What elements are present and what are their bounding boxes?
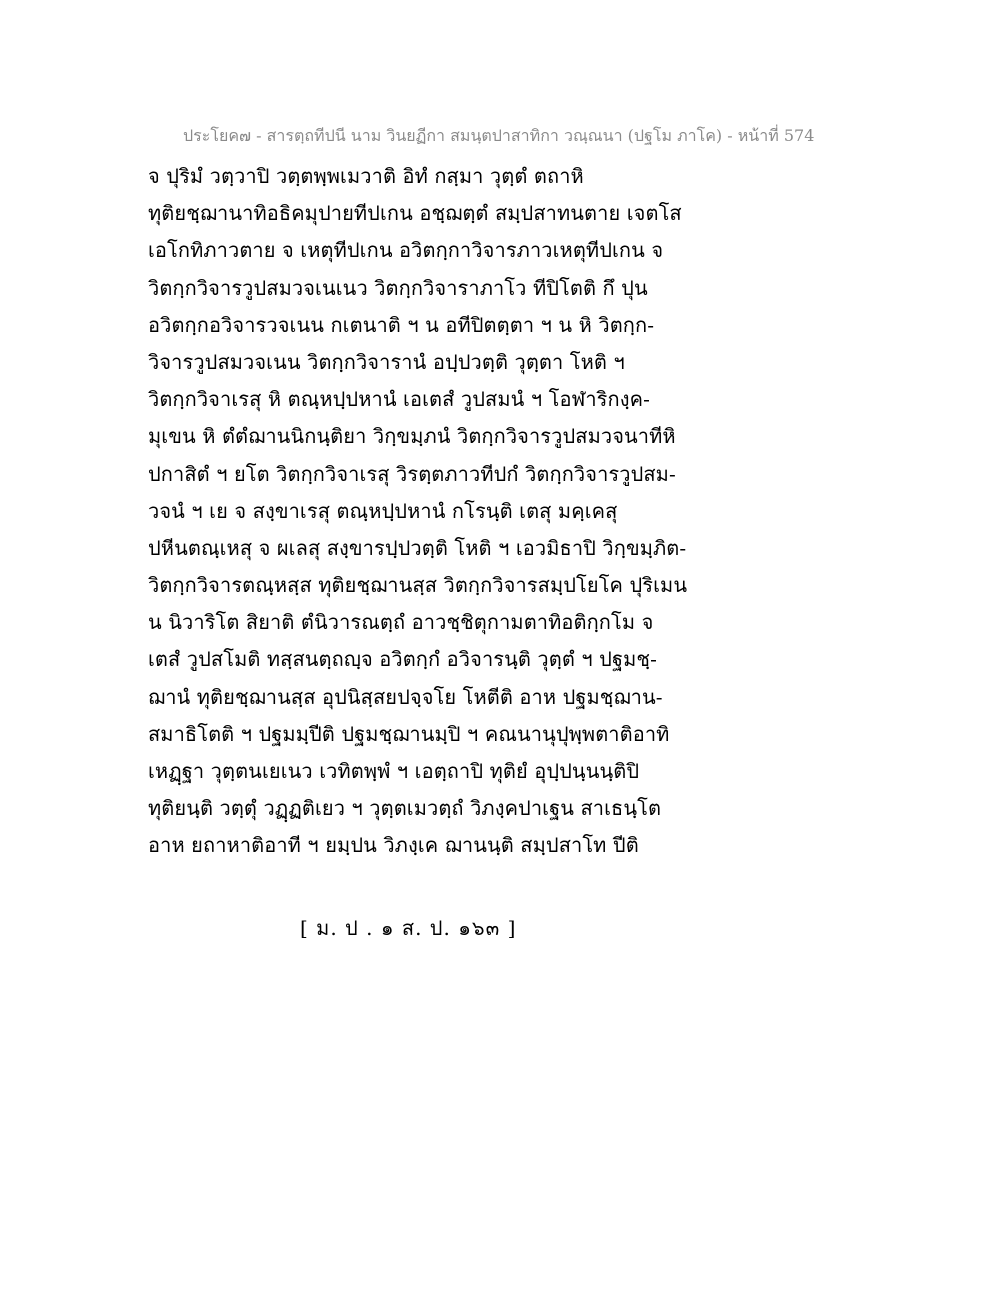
text-line: ทุติยนฺติ วตฺตุํ วฏฺฏติเยว ฯ วุตฺตเมวตฺถํ วิภงฺคปาเฐน สาเธนฺโต (148, 796, 662, 821)
body-text (148, 158, 688, 865)
text-line: อวิตกฺกอวิจารวจเนน กเตนาติ ฯ น อทีปิตตฺตา ฯ น หิ วิตกฺก- (148, 312, 655, 337)
text-line: น นิวาริโต สิยาติ ตํนิวารณตฺถํ อาวชฺชิตุกามตาทิอติกฺกโม จ (148, 610, 654, 635)
text-line: วิตกฺกวิจารตณฺหสฺส ทุติยชฺฌานสฺส วิตกฺกวิจารสมฺปโยโค ปุริเมน (148, 573, 688, 598)
text-line: ปกาสิตํ ฯ ยโต วิตกฺกวิจาเรสุ วิรตฺตภาวทีปกํ วิตกฺกวิจารวูปสม- (148, 461, 676, 486)
text-line: เอโกทิภาวตาย จ เหตุทีปเกน อวิตกฺกาวิจารภาวเหตุทีปเกน จ (148, 238, 664, 263)
text-line: มุเขน หิ ตํตํฌานนิกนฺติยา วิกฺขมฺภนํ วิตกฺกวิจารวูปสมวจนาทีหิ (148, 424, 676, 449)
text-line: เหฏฺฐา วุตฺตนเยเนว เวทิตพฺพํ ฯ เอตฺถาปิ ทุติยํ อุปฺปนฺนนฺติปิ (148, 759, 640, 783)
text-line: วจนํ ฯ เย จ สงฺขาเรสุ ตณฺหปฺปหานํ กโรนฺติ เตสุ มคฺเคสุ (148, 498, 618, 523)
source-reference: [ ม. ป . ๑ ส. ป. ๑๖๓ ] (300, 916, 517, 940)
text-line: วิจารวูปสมวจเนน วิตกฺกวิจารานํ อปฺปวตฺติ วุตฺตา โหติ ฯ (148, 349, 625, 374)
text-line: จ ปุริมํ วตฺวาปิ วตฺตพฺพเมวาติ อิทํ กสฺมา วุตฺตํ ตถาหิ (148, 164, 584, 188)
text-line: วิตกฺกวิจาเรสุ หิ ตณฺหปฺปหานํ เอเตสํ วูปสมนํ ฯ โอฬาริกงฺค- (148, 387, 650, 412)
text-line: ปหีนตณฺเหสุ จ ผเลสุ สงฺขารปฺปวตฺติ โหติ ฯ เอวมิธาปิ วิกฺขมฺภิต- (148, 535, 687, 560)
running-header: ประโยค๗ - สารตฺถทีปนี นาม วินยฏีกา สมนฺตปาสาทิกา วณฺณนา (ปฐโม ภาโค) - หน้าที่ 574 (183, 126, 815, 145)
text-line: เตสํ วูปสโมติ ทสฺสนตฺถญฺจ อวิตกฺกํ อวิจารนฺติ วุตฺตํ ฯ ปฐมชฺ- (148, 647, 657, 672)
text-line: ฌานํ ทุติยชฺฌานสฺส อุปนิสฺสยปจฺจโย โหตีติ อาห ปฐมชฺฌาน- (148, 684, 663, 709)
text-line: อาห ยถาหาติอาที ฯ ยมฺปน วิภงฺเค ฌานนฺติ สมฺปสาโท ปีติ (148, 833, 639, 858)
text-line: สมาธิโตติ ฯ ปฐมมฺปีติ ปฐมชฺฌานมฺปิ ฯ คณนานุปุพฺพตาติอาทิ (148, 721, 670, 746)
text-line: ทุติยชฺฌานาทิอธิคมุปายทีปเกน อชฺฌตฺตํ สมฺปสาทนตาย เจตโส (148, 201, 682, 226)
text-line: วิตกฺกวิจารวูปสมวจเนเนว วิตกฺกวิจาราภาโว ทีปิโตติ กึ ปุน (148, 275, 648, 300)
